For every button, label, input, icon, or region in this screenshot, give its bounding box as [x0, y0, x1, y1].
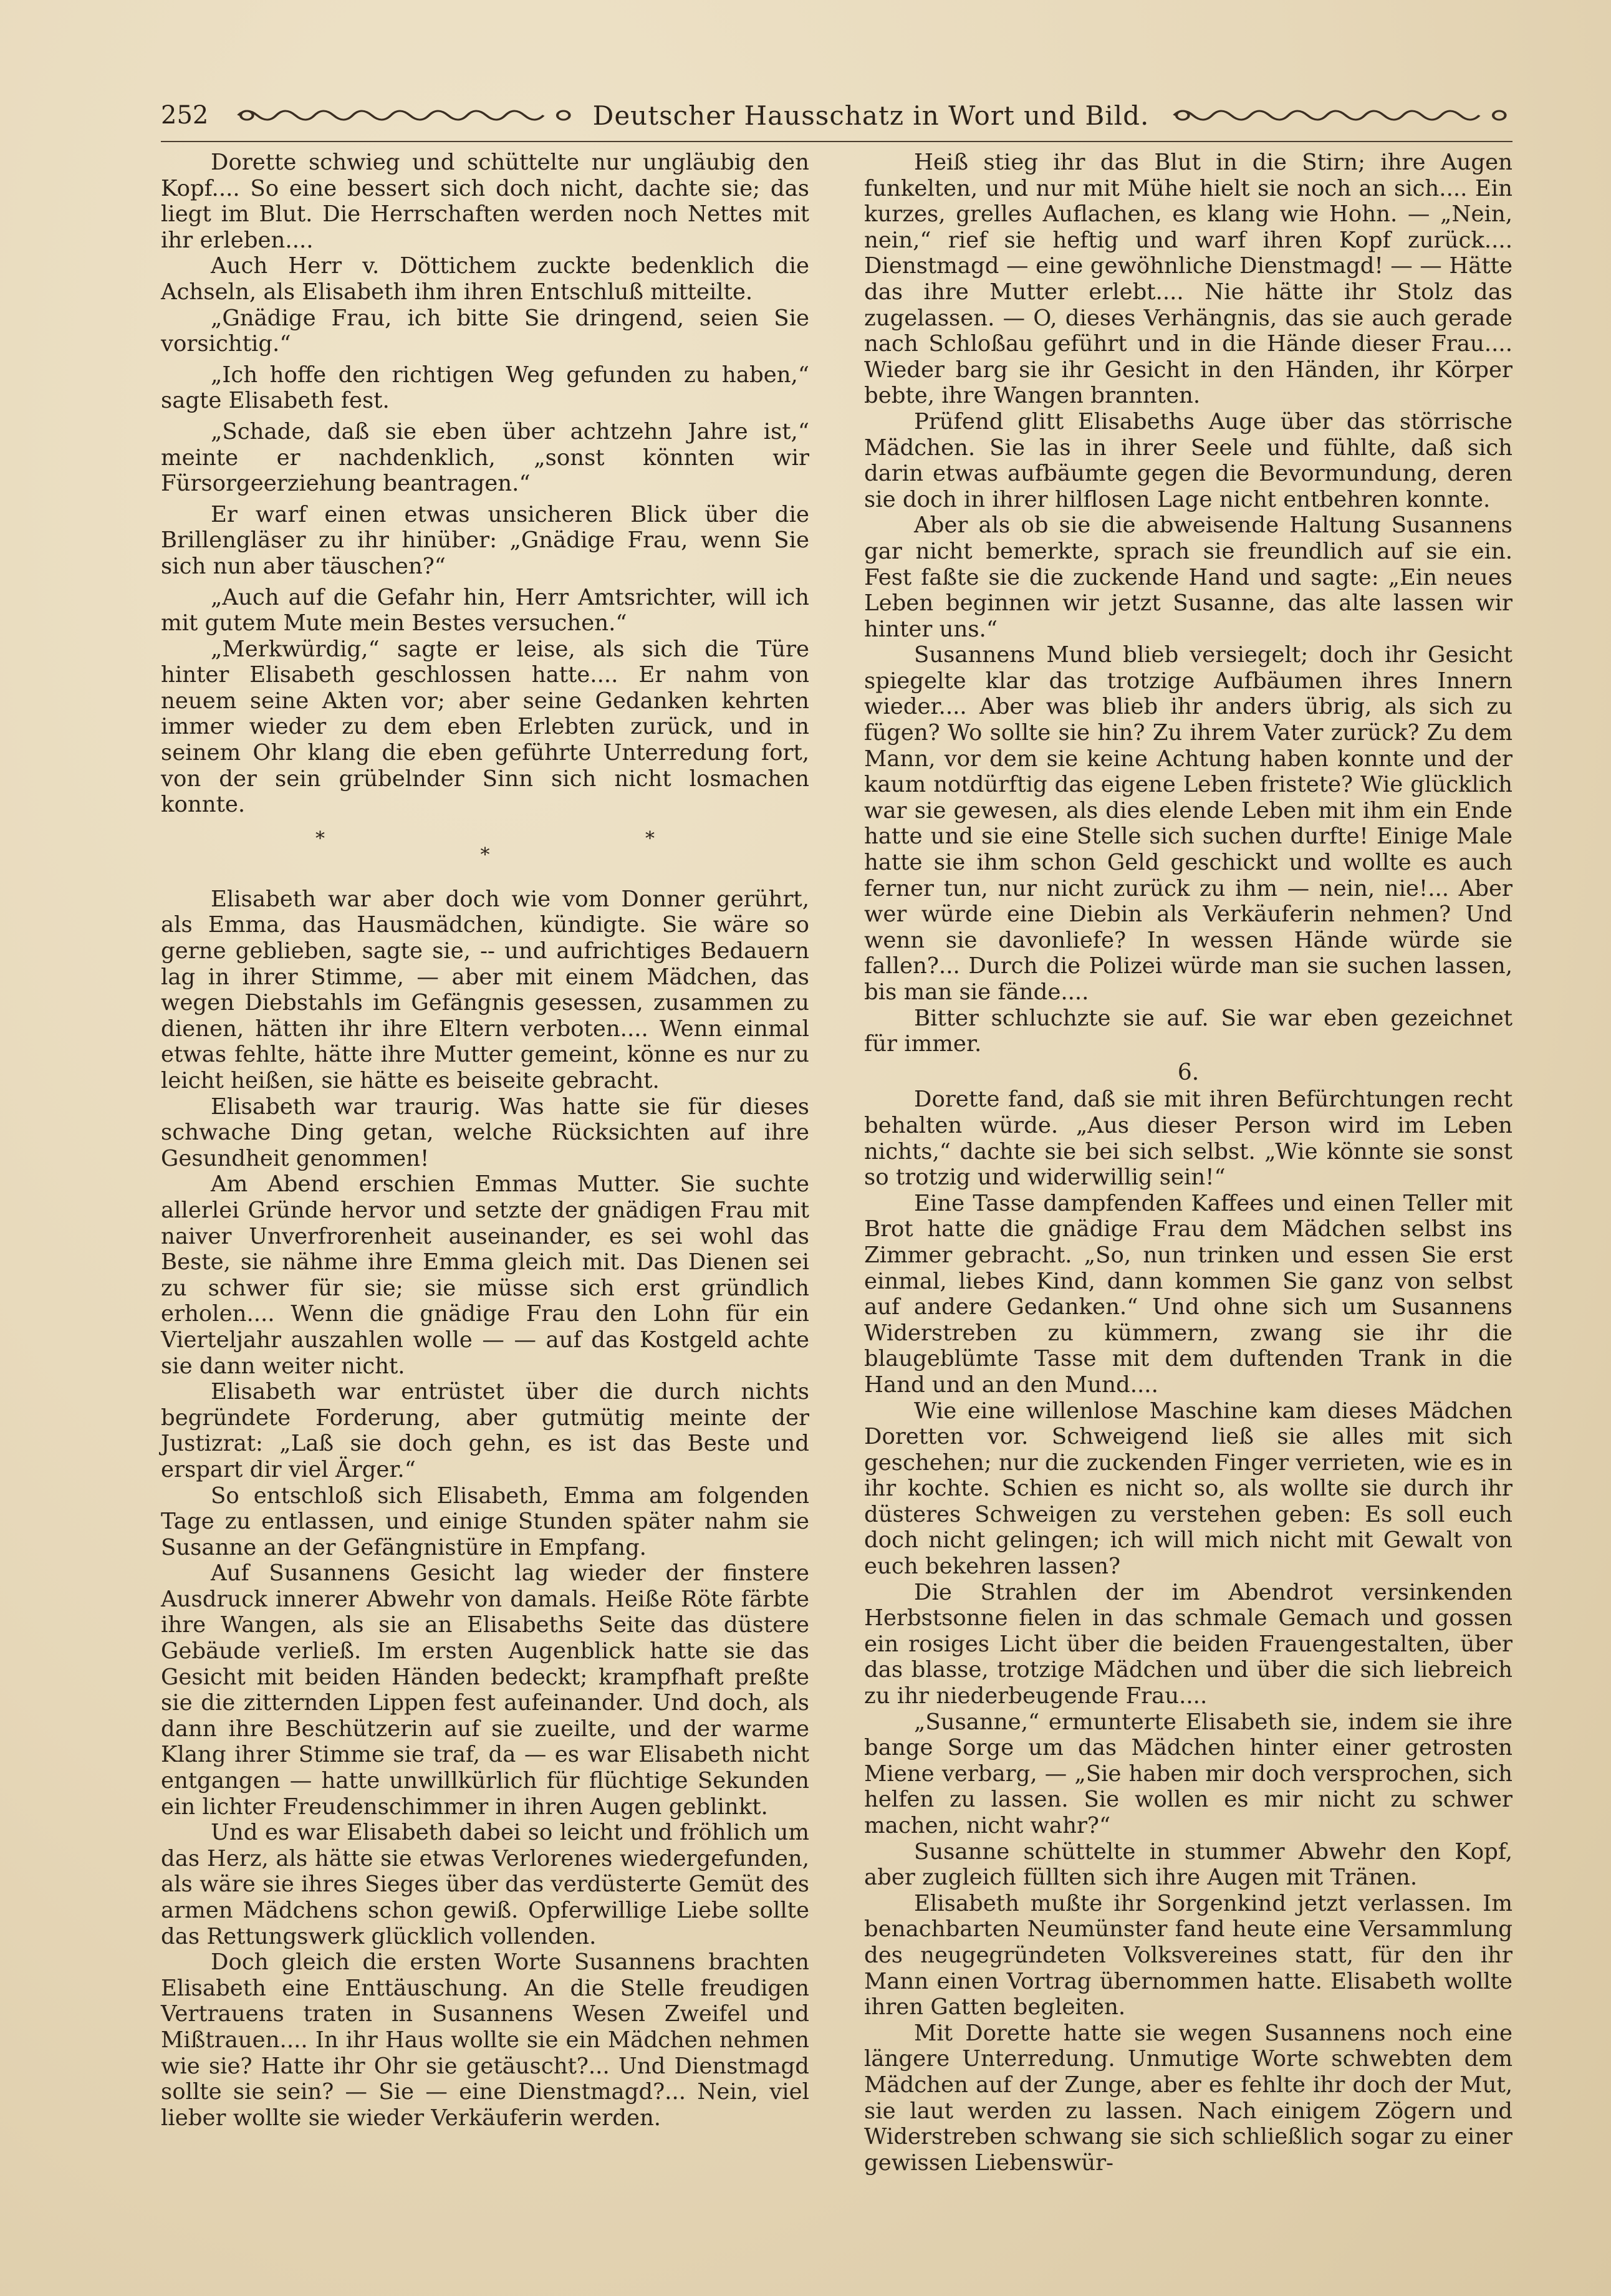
paragraph: Auf Susannens Gesicht lag wieder der finstere Ausdruck innerer Abwehr von damals. Heiße Röte färbte ihre Wangen, als sie an Elisabeths Seite das düstere Gebäude verließ. Im ersten Augenblick hatte sie das Gesicht mit beiden Händen bedeckt; krampfhaft preßte sie die zitternden Lippen fest aufeinander. Und doch, als dann ihre Beschützerin auf sie zueilte, und der warme Klang ihrer Stimme sie traf, da — es war Elisabeth nicht entgangen — hatte unwillkürlich für flüchtige Sekunden ein lichter Freudenschimmer in ihren Augen geblinkt. — [161, 1560, 809, 1820]
paragraph: „Merkwürdig,“ sagte er leise, als sich die Türe hinter Elisabeth geschlossen hatte.... Er nahm von neuem seine Akten vor; aber seine Gedanken kehrten immer wieder zu dem eben Erlebten zurück, und in seinem Ohr klang die eben geführte Unterredung fort, von der sein grübelnder Sinn sich nicht losmachen konnte. — [161, 636, 809, 818]
paragraph: Wie eine willenlose Maschine kam dieses Mädchen Doretten vor. Schweigend ließ sie alles mit sich geschehen; nur die zuckenden Finger verrieten, wie es in ihr kochte. Schien es nicht so, als wollte sie durch ihr düsteres Schweigen zu verstehen geben: Es soll euch doch nicht gelingen; ich will mich nicht mit Gewalt von euch bekehren lassen? — [864, 1398, 1512, 1580]
paragraph: So entschloß sich Elisabeth, Emma am folgenden Tage zu entlassen, und einige Stunden später nahm sie Susanne an der Gefängnistüre in Empfang. — [161, 1482, 809, 1560]
paragraph: Heiß stieg ihr das Blut in die Stirn; ihre Augen funkelten, und nur mit Mühe hielt sie noch an sich.... Ein kurzes, grelles Auflachen, es klang wie Hohn. — „Nein, nein,“ rief sie heftig und warf ihren Kopf zurück.... Dienstmagd — eine gewöhnliche Dienstmagd! — — Hätte das ihre Mutter erlebt.... Nie hätte ihr Stolz das zugelassen. — O, dieses Verhängnis, das sie auch gerade nach Schloßau geführt und in die Hände dieser Frau.... Wieder barg sie ihr Gesicht in den Händen, ihr Körper bebte, ihre Wangen brannten. — [864, 150, 1512, 409]
page-header — [161, 94, 1512, 137]
paragraph: Er warf einen etwas unsicheren Blick über die Brillengläser zu ihr hinüber: „Gnädige Frau, wenn Sie sich nun aber täuschen?“ — [161, 501, 809, 579]
paragraph: Prüfend glitt Elisabeths Auge über das störrische Mädchen. Sie las in ihrer Seele und fühlte, daß sich darin etwas aufbäumte gegen die Bevormundung, deren sie doch in ihrer hilflosen Lage nicht entbehren konnte. — [864, 408, 1512, 512]
paragraph: Am Abend erschien Emmas Mutter. Sie suchte allerlei Gründe hervor und setzte der gnädigen Frau mit naiver Unverfrorenheit auseinander, es sei wohl das Beste, sie nähme ihre Emma gleich mit. Das Dienen sei zu schwer für sie; sie müsse sich erst gründlich erholen.... Wenn die gnädige Frau den Lohn für ein Vierteljahr auszahlen wolle — — auf das Kostgeld achte sie dann weiter nicht. — [161, 1171, 809, 1379]
chapter-number: 6. — [1177, 1059, 1200, 1085]
paragraph: Doch gleich die ersten Worte Susannens brachten Elisabeth eine Enttäuschung. An die Stelle freudigen Vertrauens traten in Susannens Wesen Zweifel und Mißtrauen.... In ihr Haus wollte sie ein Mädchen nehmen wie sie? Hatte ihr Ohr sie getäuscht?... Und Dienstmagd sollte sie sein? — Sie — eine Dienstmagd?... Nein, viel lieber wollte sie wieder Verkäuferin werden. — [161, 1949, 809, 2131]
paragraph: „Susanne,“ ermunterte Elisabeth sie, indem sie ihre bange Sorge um das Mädchen hinter einer getrosten Miene verbarg, — „Sie haben mir doch versprochen, sich helfen zu lassen. Sie wollen es mir nicht zu schwer machen, nicht wahr?“ — [864, 1709, 1512, 1838]
header-rule — [161, 141, 1512, 142]
right-column — [864, 150, 1512, 2176]
paragraph: „Ich hoffe den richtigen Weg gefunden zu haben,“ sagte Elisabeth fest. — [161, 362, 809, 414]
page-number: 252 — [161, 101, 209, 130]
star: * — [645, 827, 655, 850]
paragraph: „Auch auf die Gefahr hin, Herr Amtsrichter, will ich mit gutem Mute mein Bestes versuchen.“ — [161, 584, 809, 636]
paragraph: Auch Herr v. Döttichem zuckte bedenklich die Achseln, als Elisabeth ihm ihren Entschluß mitteilte. — [161, 253, 809, 305]
paragraph: Elisabeth war aber doch wie vom Donner gerührt, als Emma, das Hausmädchen, kündigte. Sie wäre so gerne geblieben, sagte sie, -- und aufrichtiges Bedauern lag in ihrer Stimme, — aber mit einem Mädchen, das wegen Diebstahls im Gefängnis gesessen, zusammen zu dienen, hätten ihr ihre Eltern verboten.... Wenn einmal etwas fehlte, hätte ihre Mutter gemeint, könne es nur zu leicht heißen, sie hätte es beiseite gebracht. — [161, 886, 809, 1093]
paragraph: Aber als ob sie die abweisende Haltung Susannens gar nicht bemerkte, sprach sie freundlich auf sie ein. Fest faßte sie die zuckende Hand und sagte: „Ein neues Leben beginnen wir jetzt Susanne, das alte lassen wir hinter uns.“ — [864, 512, 1512, 642]
star: * — [315, 827, 325, 850]
paragraph: Susannens Mund blieb versiegelt; doch ihr Gesicht spiegelte klar das trotzige Aufbäumen ihres Innern wieder.... Aber was blieb ihr anders übrig, als sich zu fügen? Wo sollte sie hin? Zu ihrem Vater zurück? Zu dem Mann, vor dem sie keine Achtung haben konnte und der kaum notdürftig das eigene Leben fristete? Wie glücklich war sie gewesen, als dies elende Leben mit ihm ein Ende hatte und sie eine Stelle sich suchen durfte! Einige Male hatte sie ihm schon Geld geschickt und wollte es auch ferner tun, nur nicht zurück zu ihm — nein, nie!... Aber wer würde eine Diebin als Verkäuferin nehmen? Und wenn sie davonliefe? In wessen Hände würde sie fallen?... Durch die Polizei würde man sie suchen lassen, bis man sie fände.... — [864, 642, 1512, 1005]
paragraph: Susanne schüttelte in stummer Abwehr den Kopf, aber zugleich füllten sich ihre Augen mit Tränen. — [864, 1838, 1512, 1891]
paragraph: Elisabeth war entrüstet über die durch nichts begründete Forderung, aber gutmütig meinte der Justizrat: „Laß sie doch gehn, es ist das Beste und erspart dir viel Ärger.“ — [161, 1379, 809, 1482]
paragraph: Die Strahlen der im Abendrot versinkenden Herbstsonne fielen in das schmale Gemach und gossen ein rosiges Licht über die beiden Frauengestalten, über das blasse, trotzige Mädchen und über die sich liebreich zu ihr niederbeugende Frau.... — [864, 1579, 1512, 1709]
paragraph: Dorette schwieg und schüttelte nur ungläubig den Kopf.... So eine bessert sich doch nicht, dachte sie; das liegt im Blut. Die Herrschaften werden noch Nettes mit ihr erleben.... — [161, 150, 809, 253]
paragraph: Elisabeth war traurig. Was hatte sie für dieses schwache Ding getan, welche Rücksichten auf ihre Gesundheit genommen! — [161, 1093, 809, 1171]
star: * — [480, 843, 490, 866]
paragraph: „Schade, daß sie eben über achtzehn Jahre ist,“ meinte er nachdenklich, „sonst könnten wir Fürsorgeerziehung beantragen.“ — [161, 418, 809, 497]
paragraph: Mit Dorette hatte sie wegen Susannens noch eine längere Unterredung. Unmutige Worte schwebten dem Mädchen auf der Zunge, aber es fehlte ihr doch der Mut, sie laut werden zu lassen. Nach einigem Zögern und Widerstreben schwang sie sich schließlich sogar zu einer gewissen Liebenswür- — [864, 2020, 1512, 2176]
paragraph: Elisabeth mußte ihr Sorgenkind jetzt verlassen. Im benachbarten Neumünster fand heute eine Versammlung des neugegründeten Volksvereines statt, für den ihr Mann einen Vortrag übernommen hatte. Elisabeth wollte ihren Gatten begleiten. — [864, 1890, 1512, 2020]
left-column — [161, 150, 809, 2131]
right-ornament-icon — [1165, 103, 1512, 128]
left-ornament-icon — [229, 103, 577, 128]
section-separator — [161, 827, 809, 870]
paragraph: „Gnädige Frau, ich bitte Sie dringend, seien Sie vorsichtig.“ — [161, 305, 809, 357]
paragraph: Dorette fand, daß sie mit ihren Befürchtungen recht behalten würde. „Aus dieser Person wird im Leben nichts,“ dachte sie bei sich selbst. „Wie könnte sie sonst so trotzig und widerwillig sein!“ — [864, 1087, 1512, 1191]
paragraph: Eine Tasse dampfenden Kaffees und einen Teller mit Brot hatte die gnädige Frau dem Mädchen selbst ins Zimmer gebracht. „So, nun trinken und essen Sie erst einmal, liebes Kind, dann kommen Sie ganz von selbst auf andere Gedanken.“ Und ohne sich um Susannens Widerstreben zu kümmern, zwang sie ihr die blaugeblümte Tasse mit dem duftenden Trank in die Hand und an den Mund.... — [864, 1190, 1512, 1398]
paragraph: Bitter schluchzte sie auf. Sie war eben gezeichnet für immer. — [864, 1005, 1512, 1057]
paragraph: Und es war Elisabeth dabei so leicht und fröhlich um das Herz, als hätte sie etwas Verlorenes wiedergefunden, als wäre sie ihres Sieges über das verdüsterte Gemüt des armen Mädchens schon gewiß. Opferwillige Liebe sollte das Rettungswerk glücklich vollenden. — [161, 1820, 809, 1949]
running-title: Deutscher Hausschatz in Wort und Bild. — [592, 100, 1150, 131]
